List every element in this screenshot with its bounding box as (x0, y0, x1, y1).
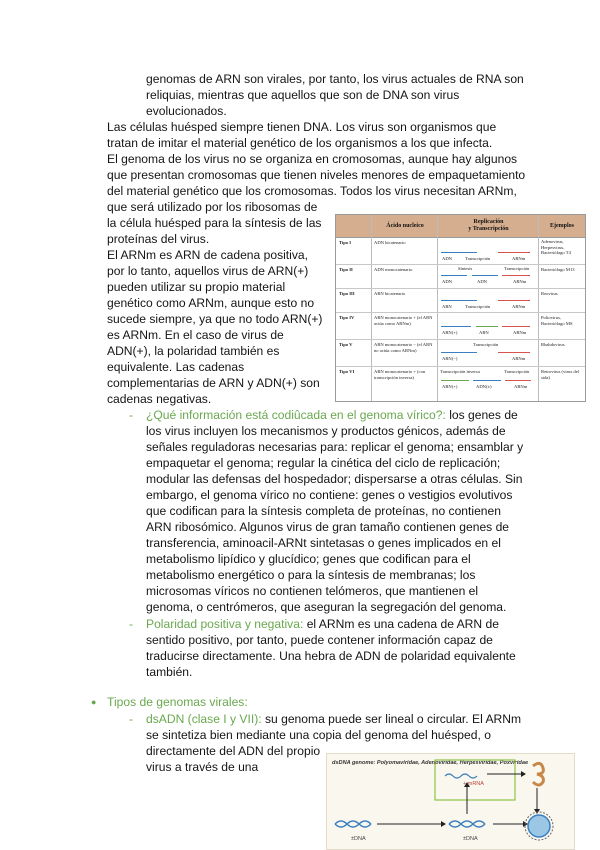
text-line: por lo tanto, aquellos virus de ARN(+) (107, 264, 309, 278)
text-line: tratan de imitar el material genético de los organismos a los que infecta. (107, 136, 493, 150)
strand-label: ADN (442, 256, 452, 261)
list-dash: - (129, 617, 133, 631)
rna-strand (441, 380, 469, 381)
strand-label: ARNm (512, 356, 526, 361)
text-line: genoma, o centrómeros, que aseguran la segregación del genoma. (146, 600, 507, 614)
list-item-heading: dsADN (clase I y VII): (146, 712, 262, 726)
list-dash: - (129, 408, 133, 422)
mrna-strand (502, 275, 530, 276)
table-cell-ejemplo: Poliovirus, Bacteriófago MS (541, 315, 573, 326)
list-item-line (146, 617, 499, 633)
table-cell-ejemplo: Reovirus (541, 291, 558, 296)
text-line: los virus incluyen los mecanismos y productos génicos, además de (146, 424, 506, 438)
table-cell-acido: ARN bicatenario (374, 291, 406, 296)
diagram-title: dsDNA genome: Polyomaviridae, Adenoviridae, Herpesviridae, Poxviridae (332, 760, 529, 766)
text-line: la célula huésped para la síntesis de las (107, 216, 322, 230)
dna-strand (441, 275, 467, 276)
text-line: transferencia, aminoacil-ARNt sintetasas o genes implicados en el (146, 536, 501, 550)
text-line: embargo, el genoma vírico no contiene: genes o vestigios evolutivos (146, 488, 513, 502)
text-line: El genoma de los virus no se organiza en cromosomas, aunque hay algunos (107, 152, 518, 166)
text-line: virus a través de una (146, 760, 259, 774)
rna-strand (441, 352, 477, 353)
text-line: sucede siempre, ya que no todo ARN(+) (107, 312, 323, 326)
text-line: ARN ribosómico. Algunos virus de gran tamaño contienen genes de (146, 520, 510, 534)
text-line: genético como ARNm, aunque esto no (107, 296, 315, 310)
strand-label: Transcripción inversa (440, 369, 480, 374)
list-item-heading: ¿Qué información está codiûcada en el genoma vírico?: (146, 408, 446, 422)
text-line: El ARNm es ARN de cadena positiva, (107, 248, 308, 262)
strand-label: ADN (477, 279, 487, 284)
mrna-strand (498, 252, 530, 253)
text-line: reliquias, mientras que aquellos que son de DNA son virus (146, 88, 460, 102)
dna-label: ±DNA (351, 836, 366, 842)
virus-classification-table (335, 214, 586, 402)
text-line: evolucionados. (146, 104, 227, 118)
rna-strand (476, 326, 498, 327)
dsdna-replication-diagram (326, 753, 575, 850)
text-line: modular las defensas del hospedador; dispersarse a otras células. Sin (146, 472, 523, 486)
text-line: metabolismo energético o para la síntesis de membranas; los (146, 568, 476, 582)
table-cell-ejemplo: Rhabdovirus (541, 342, 565, 347)
table-cell-ejemplo: Adenovirus, Herpesvirus, Bacteriófago T4 (541, 239, 571, 255)
table-cell-tipo: Tipo V (339, 342, 353, 347)
rna-strand (441, 326, 471, 327)
text-line: que codifican para la síntesis completa de proteínas, no contienen (146, 504, 501, 518)
table-header-ejemplos: Ejemplos (550, 222, 574, 229)
text-line: ADN(+), la polaridad también es (107, 344, 280, 358)
list-item-text: el ARNm es una cadena de ARN de (303, 617, 499, 631)
strand-label: Transcripción (504, 369, 530, 374)
table-cell-acido: ARN monocatenario − (el ARN no actúa como ARNm) (374, 342, 433, 353)
text-line: cadenas negativas. (107, 392, 212, 406)
strand-label: ARN(+) (442, 384, 458, 389)
strand-label: ARNm (512, 304, 526, 309)
text-line: que presentan cromosomas que tienen niveles menores de empaquetamiento (107, 168, 526, 182)
list-item-line (146, 712, 521, 728)
table-cell-tipo: Tipo I (339, 240, 352, 245)
table-cell-acido: ADN bicatenario (374, 240, 406, 245)
text-line: traducirse directamente. Una hebra de ADN de polaridad equivalente (146, 649, 516, 663)
list-item-text: su genoma puede ser lineal o circular. El ARNm (261, 712, 522, 726)
section-heading: Tipos de genomas virales: (107, 695, 248, 709)
mrna-strand (498, 300, 530, 301)
strand-label: Transcripción (465, 256, 491, 261)
text-line: microsomas víricos no contienen telómeros, que mantienen el (146, 584, 479, 598)
strand-label: ARNm (513, 330, 527, 335)
text-line: también. (146, 665, 193, 679)
table-cell-acido: ARN monocatenario + (el ARN actúa como ARNm) (374, 315, 433, 326)
strand-label: Transcripción (504, 266, 530, 271)
text-line: Las células huésped siempre tienen DNA. Los virus son organismos que (107, 120, 497, 134)
text-line: metabolismo lipídico y glucídico; genes que codifican para el (146, 552, 471, 566)
strand-label: ARNm (513, 279, 527, 284)
text-line: se sintetiza bien mediante una copia del genoma del huésped, o (146, 728, 491, 742)
strand-label: ARN(−) (442, 356, 458, 361)
text-line: proteínas del virus. (107, 232, 210, 246)
table-cell-tipo: Tipo III (339, 291, 355, 296)
dna-label: ±DNA (463, 836, 478, 842)
dna-strand (472, 275, 498, 276)
strand-label: ADN(±) (476, 384, 492, 389)
mrna-strand (505, 380, 531, 381)
rna-strand (441, 300, 477, 301)
text-line: que será utilizado por los ribosomas de (107, 200, 318, 214)
table-cell-tipo: Tipo IV (339, 315, 355, 320)
strand-label: Transcripción (465, 304, 491, 309)
text-line: complementarias de ARN y ADN(+) son (107, 376, 320, 390)
text-line: señales reguladoras necesarias para: replicar el genoma; ensamblar y (146, 440, 524, 454)
table-cell-tipo: Tipo VI (339, 369, 355, 374)
list-item-line (146, 408, 518, 424)
mrna-strand (498, 352, 530, 353)
table-cell-ejemplo: Bacteriófago M13 (541, 267, 575, 272)
strand-label: ARNm (514, 384, 528, 389)
text-line: genomas de ARN son virales, por tanto, los virus actuales de RNA son (146, 72, 524, 86)
table-cell-acido: ARN monocatenario + (con transcripción inversa) (374, 369, 426, 380)
mrna-strand (502, 326, 530, 327)
text-line: equivalente. Las cadenas (107, 360, 245, 374)
text-line: pueden utilizar su propio material (107, 280, 286, 294)
table-cell-acido: ADN monocatenario (374, 267, 413, 272)
text-line: del material genético que los cromosomas. Todos los virus necesitan ARNm, (107, 184, 517, 198)
strand-label: ADN (442, 279, 452, 284)
strand-label: ARN (479, 330, 489, 335)
list-dash: - (129, 712, 133, 726)
text-line: directamente del ADN del propio (146, 744, 321, 758)
strand-label: ARN (442, 304, 452, 309)
diagram-graphic (327, 754, 574, 849)
table-cell-ejemplo: Retrovirus (virus del sida) (541, 369, 580, 380)
text-line: es ARNm. En el caso de virus de (107, 328, 284, 342)
strand-label: ARNm (512, 256, 526, 261)
table-header-replicacion: Replicación y Transcripción (468, 219, 509, 232)
strand-label: Síntesis (458, 266, 473, 271)
strand-label: Transcripción (473, 342, 499, 347)
list-item-heading: Polaridad positiva y negativa: (146, 617, 304, 631)
bullet-icon: ● (91, 697, 97, 707)
text-line: empaquetar el genoma; regular la cinética del ciclo de replicación; (146, 456, 501, 470)
list-item-text: los genes de (445, 408, 518, 422)
table-header-acido: Ácido nucleico (386, 222, 424, 229)
dna-strand (441, 252, 477, 253)
dna-strand (473, 380, 501, 381)
text-line: sentido positivo, por tanto, puede contener información capaz de (146, 633, 493, 647)
mrna-label: + mRNA (463, 781, 484, 787)
strand-label: ARN(+) (442, 330, 458, 335)
table-cell-tipo: Tipo II (339, 267, 353, 272)
